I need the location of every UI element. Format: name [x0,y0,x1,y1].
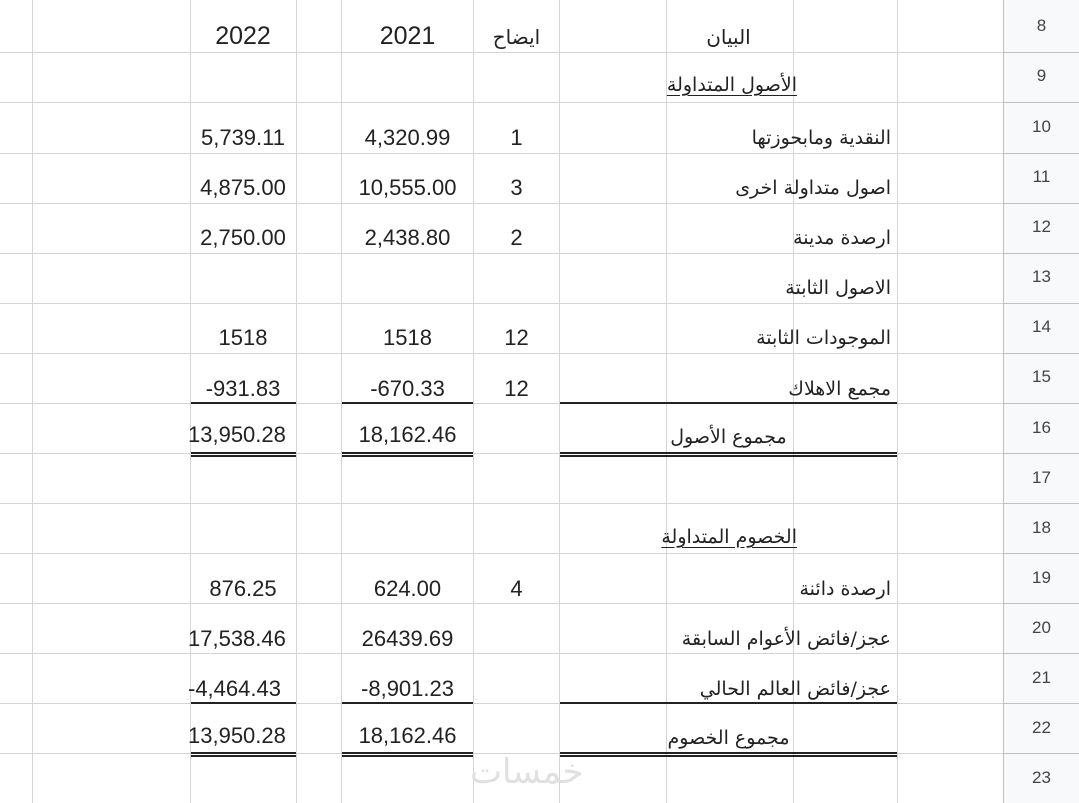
row-number[interactable]: 18 [1032,518,1051,537]
current-year-2021[interactable]: -8,901.23 [361,676,454,701]
cash-note[interactable]: 1 [510,125,523,150]
row-number[interactable]: 9 [1036,66,1047,85]
row-header-divider [1003,303,1079,304]
double-border-bottom [342,452,473,457]
border-bottom [342,702,473,704]
current-assets-title[interactable]: الأصول المتداولة [666,74,797,96]
header-statement[interactable]: البيان [706,25,751,49]
row-header-divider [1003,353,1079,354]
border-bottom [191,702,296,704]
row-divider [0,253,1003,254]
row-divider [0,52,1003,53]
fixed-2022[interactable]: 1518 [218,325,268,350]
row-divider [0,303,1003,304]
depreciation-2022[interactable]: -931.83 [205,376,281,401]
receivables-2021[interactable]: 2,438.80 [364,225,451,250]
double-border-bottom [560,452,897,457]
other-current-2022[interactable]: 4,875.00 [200,175,286,200]
other-current-label[interactable]: اصول متداولة اخرى [735,177,891,199]
column-divider [897,0,898,803]
row-number[interactable]: 15 [1032,367,1051,386]
row-header-divider [1003,453,1079,454]
payables-2022[interactable]: 876.25 [209,576,277,601]
cash-2022[interactable]: 5,739.11 [200,125,285,150]
payables-note[interactable]: 4 [510,576,523,601]
receivables-label[interactable]: ارصدة مدينة [793,227,891,249]
row-number[interactable]: 19 [1032,568,1051,587]
fixed-label[interactable]: الموجودات الثابتة [756,327,891,349]
border-bottom [560,702,897,704]
payables-label[interactable]: ارصدة دائنة [799,578,891,600]
column-divider [32,0,33,803]
row-header-divider [1003,203,1079,204]
row-header-divider [1003,603,1079,604]
row-header-divider [1003,403,1079,404]
current-liabilities-title[interactable]: الخصوم المتداولة [661,526,797,548]
row-number[interactable]: 17 [1032,468,1051,487]
header-2022[interactable]: 2022 [215,23,271,49]
row-number[interactable]: 13 [1032,267,1051,286]
row-header-divider [1003,52,1079,53]
row-number[interactable]: 23 [1032,768,1051,787]
row-number[interactable]: 8 [1036,16,1047,35]
total-liabilities-label[interactable]: مجموع الخصوم [667,727,790,749]
depreciation-note[interactable]: 12 [504,376,529,401]
double-border-bottom [191,752,296,757]
fixed-note[interactable]: 12 [504,325,529,350]
prior-years-2022[interactable]: 17,538.46 [188,626,286,651]
double-border-bottom [342,752,473,757]
row-number[interactable]: 22 [1032,718,1051,737]
total-assets-2021[interactable]: 18,162.46 [358,422,457,447]
row-header-divider [1003,253,1079,254]
payables-2021[interactable]: 624.00 [373,576,442,601]
row-divider [0,153,1003,154]
watermark-logo: خمسات [470,752,584,792]
header-2021[interactable]: 2021 [379,23,436,49]
total-assets-label[interactable]: مجموع الأصول [670,426,787,448]
other-current-note[interactable]: 3 [510,175,523,200]
total-assets-2022[interactable]: 13,950.28 [188,422,286,447]
double-border-bottom [560,752,897,757]
row-header-divider [1003,102,1079,103]
row-number[interactable]: 21 [1032,668,1051,687]
column-divider [296,0,297,803]
border-bottom [342,402,473,404]
row-header-divider [1003,703,1079,704]
row-number[interactable]: 12 [1032,217,1051,236]
receivables-2022[interactable]: 2,750.00 [200,225,286,250]
row-number[interactable]: 10 [1032,117,1051,136]
row-divider [0,603,1003,604]
depreciation-2021[interactable]: -670.33 [370,376,445,401]
total-liabilities-2021[interactable]: 18,162.46 [358,723,457,748]
row-divider [0,203,1003,204]
border-bottom [560,402,897,404]
row-number[interactable]: 14 [1032,317,1051,336]
row-divider [0,353,1003,354]
header-note[interactable]: ايضاح [492,25,541,49]
row-divider [0,503,1003,504]
row-header-divider [1003,753,1079,754]
row-header-divider [1003,503,1079,504]
row-number[interactable]: 11 [1032,167,1051,186]
fixed-2021[interactable]: 1518 [383,325,432,350]
border-bottom [191,402,296,404]
current-year-label[interactable]: عجز/فائض العالم الحالي [699,678,891,700]
cash-2021[interactable]: 4,320.99 [364,125,451,150]
row-header-divider [1003,153,1079,154]
row-divider [0,102,1003,103]
double-border-bottom [191,452,296,457]
fixed-assets-title[interactable]: الاصول الثابتة [785,277,891,299]
prior-years-label[interactable]: عجز/فائض الأعوام السابقة [681,628,891,650]
row-header-divider [1003,653,1079,654]
prior-years-2021[interactable]: 26439.69 [361,626,454,651]
cash-label[interactable]: النقدية ومابحوزتها [751,127,891,149]
other-current-2021[interactable]: 10,555.00 [358,175,457,200]
row-number[interactable]: 16 [1032,418,1051,437]
current-year-2022[interactable]: -4,464.43 [188,676,281,701]
row-divider [0,653,1003,654]
depreciation-label[interactable]: مجمع الاهلاك [788,378,891,400]
row-number[interactable]: 20 [1032,618,1051,637]
row-divider [0,553,1003,554]
receivables-note[interactable]: 2 [510,225,523,250]
row-header-divider [1003,553,1079,554]
total-liabilities-2022[interactable]: 13,950.28 [188,723,286,748]
